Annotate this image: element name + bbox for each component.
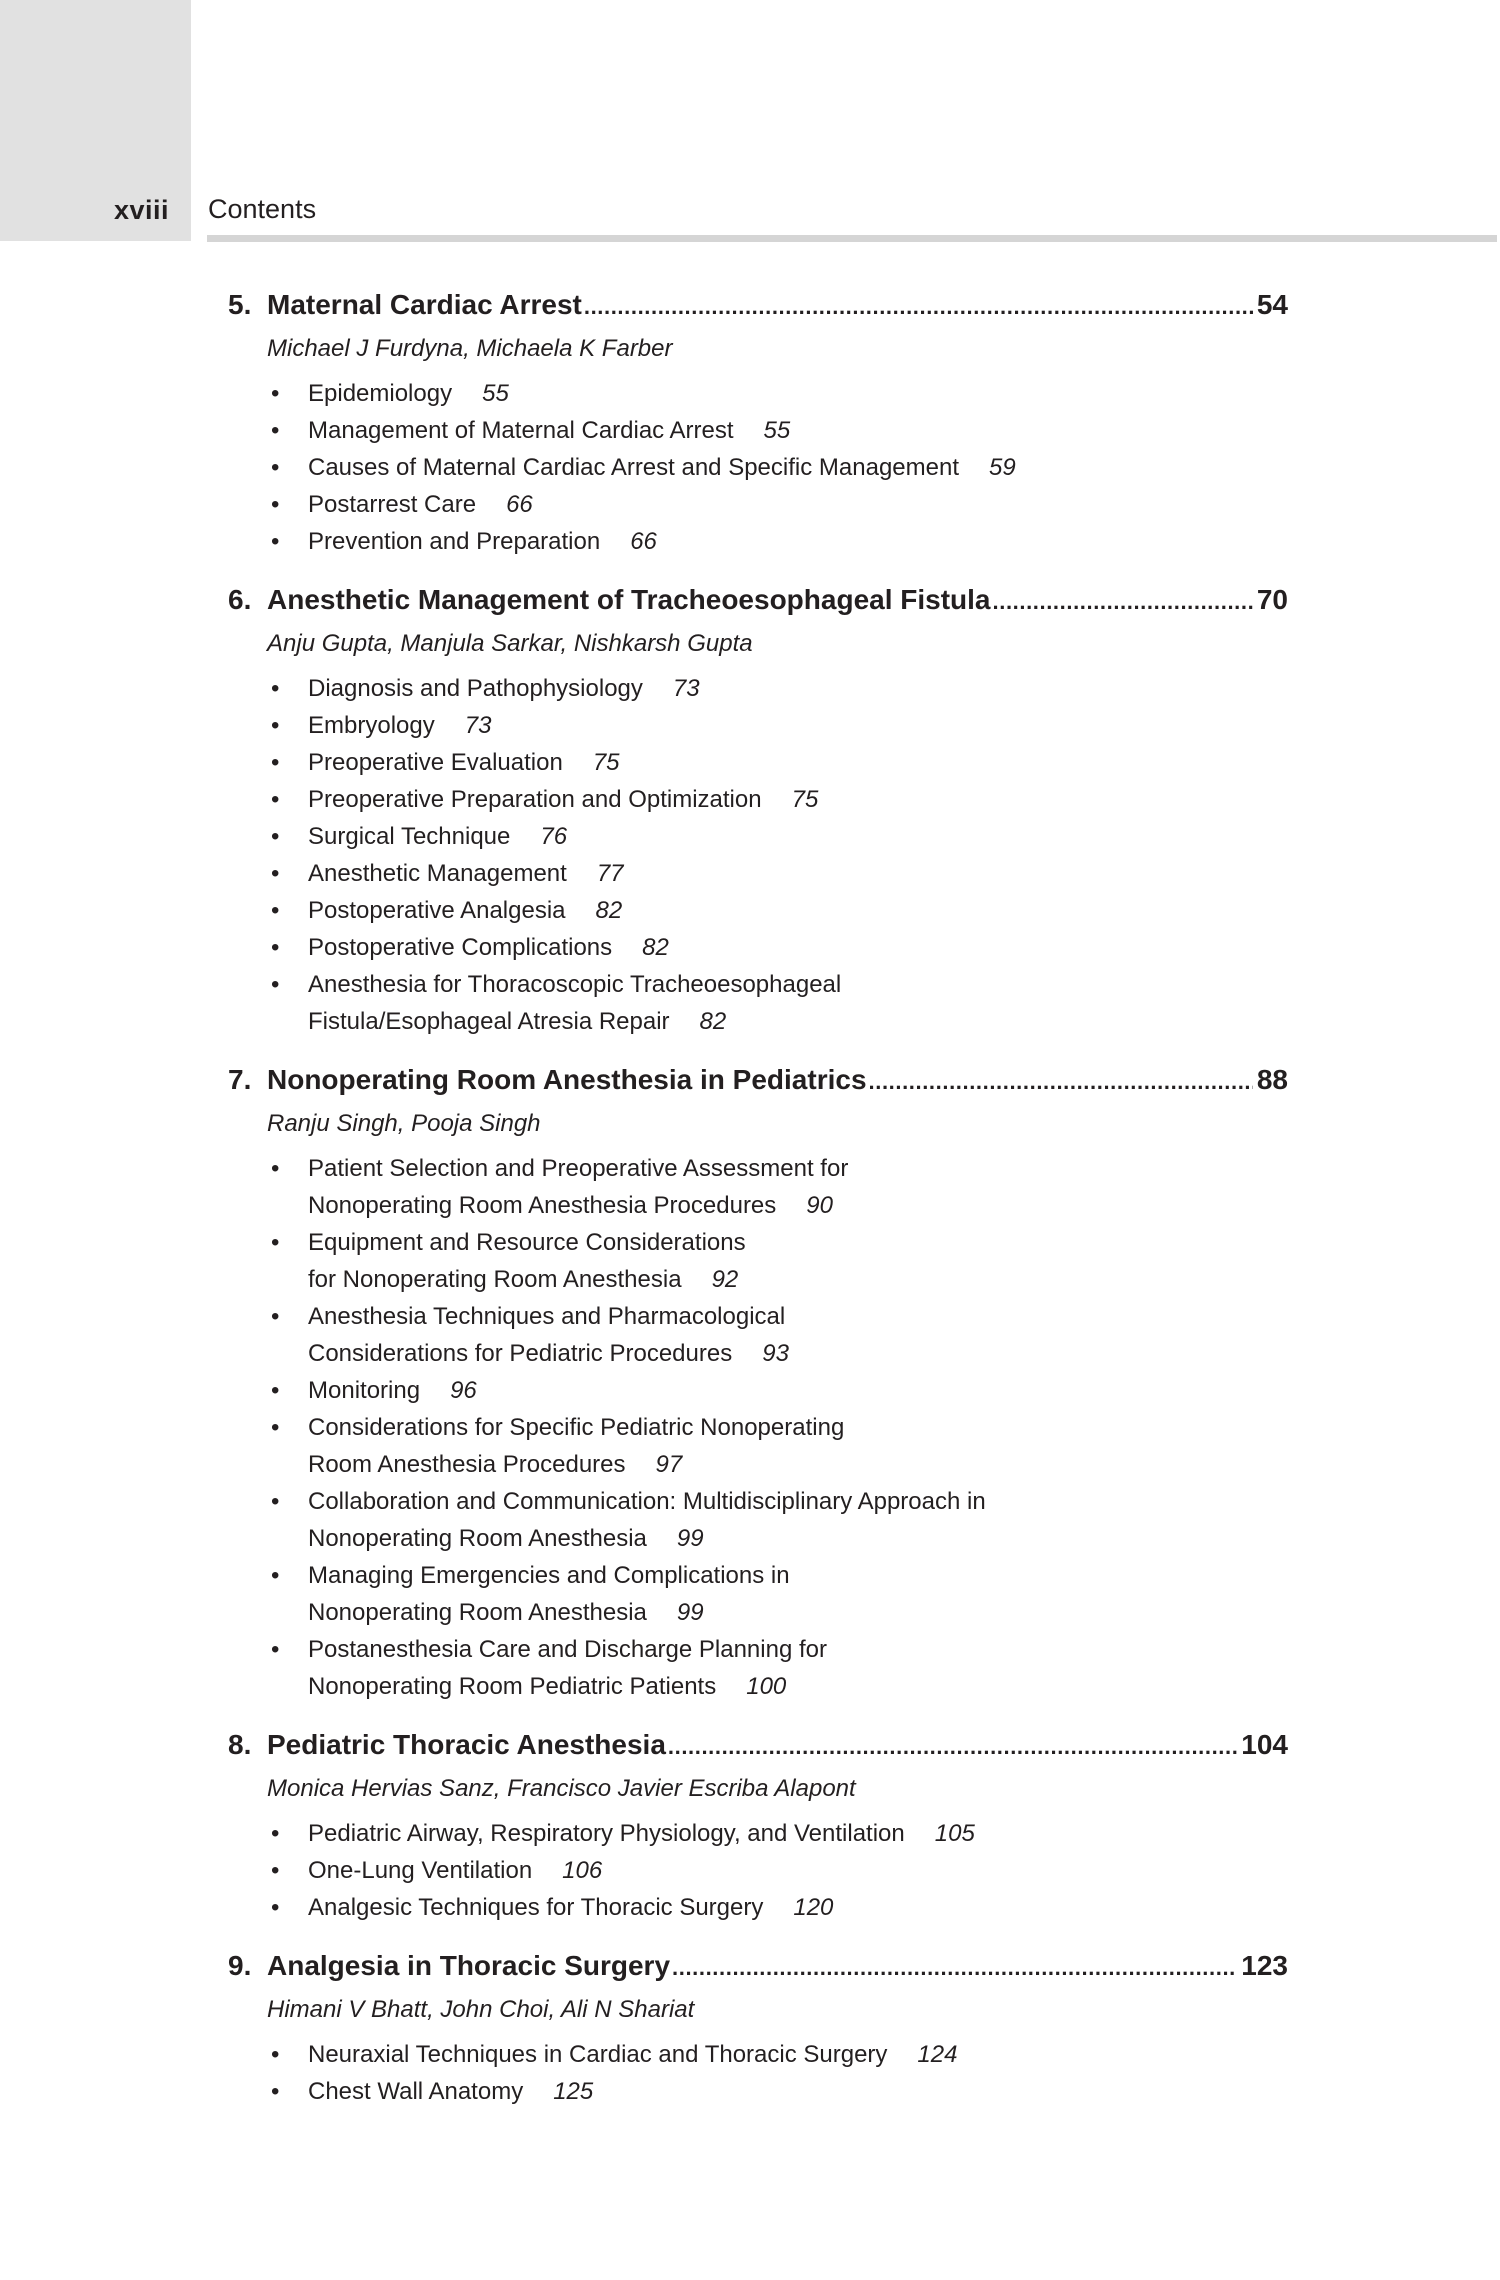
topic-title-line <box>308 2036 1288 2073</box>
bullet-icon: • <box>271 1229 280 1256</box>
topic-page-number: 73 <box>464 712 492 739</box>
topic-title-line <box>308 1409 1288 1446</box>
bullet-icon: • <box>271 786 280 813</box>
topic-title: for Nonoperating Room Anesthesia <box>308 1266 682 1293</box>
topic-title-line <box>308 1224 1288 1261</box>
topic-page-number: 82 <box>642 934 669 961</box>
chapter-page-number: 123 <box>1241 1950 1288 1981</box>
bullet-icon: • <box>271 1562 280 1589</box>
topic-page-number: 106 <box>562 1857 603 1884</box>
topic-title-line <box>308 486 1288 523</box>
table-of-contents <box>228 285 1288 2110</box>
topic-title-line <box>308 1372 1288 1409</box>
topic-item[interactable] <box>228 818 1288 855</box>
topic-title: Postanesthesia Care and Discharge Planning for <box>308 1636 827 1663</box>
topic-item[interactable] <box>228 1852 1288 1889</box>
topic-title-line <box>308 1815 1288 1852</box>
topic-title: Anesthesia Techniques and Pharmacological <box>308 1303 786 1330</box>
chapter-number: 8. <box>228 1729 252 1760</box>
topic-page-number: 120 <box>793 1894 834 1921</box>
topic-title-line <box>308 744 1288 781</box>
topic-title-line <box>308 892 1288 929</box>
chapter-title: Maternal Cardiac Arrest <box>267 289 582 320</box>
topic-title-line <box>308 1889 1288 1926</box>
topic-title-line <box>308 1187 1288 1224</box>
bullet-icon: • <box>271 897 280 924</box>
topic-title-line <box>308 781 1288 818</box>
dot-leader <box>993 582 1253 622</box>
topic-title-line <box>308 412 1288 449</box>
topic-title-line <box>308 1594 1288 1631</box>
header-rule <box>207 235 1497 242</box>
chapter-authors: Himani V Bhatt, John Choi, Ali N Shariat <box>267 1996 695 2023</box>
topic-item[interactable] <box>228 2073 1288 2110</box>
topic-item[interactable] <box>228 1815 1288 1852</box>
chapter-page-number: 70 <box>1256 584 1288 615</box>
topic-title: Preoperative Preparation and Optimization <box>308 786 762 813</box>
topic-title: Patient Selection and Preoperative Assessment for <box>308 1155 849 1182</box>
topic-page-number: 66 <box>506 491 533 518</box>
topic-title: One-Lung Ventilation <box>308 1857 533 1884</box>
dot-leader <box>672 1948 1237 1988</box>
bullet-icon: • <box>271 2078 280 2105</box>
chapter-authors: Anju Gupta, Manjula Sarkar, Nishkarsh Gupta <box>267 630 753 657</box>
bullet-icon: • <box>271 712 280 739</box>
topic-item[interactable] <box>228 966 1288 1040</box>
running-head: Contents <box>208 194 317 224</box>
topic-title: Anesthetic Management <box>308 860 567 887</box>
dot-leader <box>869 1062 1253 1102</box>
topic-title-line <box>308 670 1288 707</box>
topic-title-line <box>308 1852 1288 1889</box>
topic-item[interactable] <box>228 781 1288 818</box>
topic-title-line <box>308 1298 1288 1335</box>
topic-title: Fistula/Esophageal Atresia Repair <box>308 1008 670 1035</box>
topic-title-line <box>308 1446 1288 1483</box>
topic-page-number: 82 <box>699 1008 727 1035</box>
topic-list <box>228 1815 1288 1926</box>
topic-title: Considerations for Specific Pediatric Nonoperating <box>308 1414 845 1441</box>
bullet-icon: • <box>271 1636 280 1663</box>
topic-title: Monitoring <box>308 1377 421 1404</box>
bullet-icon: • <box>271 675 280 702</box>
bullet-icon: • <box>271 380 280 407</box>
topic-item[interactable] <box>228 1889 1288 1926</box>
topic-item[interactable] <box>228 1224 1288 1298</box>
topic-item[interactable] <box>228 929 1288 966</box>
chapter-title: Nonoperating Room Anesthesia in Pediatrics <box>267 1064 867 1095</box>
topic-item[interactable] <box>228 375 1288 412</box>
topic-page-number: 73 <box>672 675 700 702</box>
topic-title-line <box>308 2073 1288 2110</box>
topic-title-line <box>308 449 1288 486</box>
topic-page-number: 75 <box>592 749 620 776</box>
dot-leader <box>584 287 1253 327</box>
topic-title: Neuraxial Techniques in Cardiac and Thoracic Surgery <box>308 2041 888 2068</box>
topic-item[interactable] <box>228 744 1288 781</box>
topic-page-number: 82 <box>595 897 623 924</box>
bullet-icon: • <box>271 1857 280 1884</box>
topic-title: Nonoperating Room Anesthesia <box>308 1599 647 1626</box>
bullet-icon: • <box>271 934 280 961</box>
topic-title: Pediatric Airway, Respiratory Physiology, and Ventilation <box>308 1820 905 1847</box>
bullet-icon: • <box>271 971 280 998</box>
page-number: xviii <box>113 195 169 225</box>
chapter-title: Analgesia in Thoracic Surgery <box>267 1950 671 1981</box>
dot-leader <box>668 1727 1237 1767</box>
topic-item[interactable] <box>228 892 1288 929</box>
topic-page-number: 77 <box>596 860 624 887</box>
topic-title: Epidemiology <box>308 380 453 407</box>
bullet-icon: • <box>271 1414 280 1441</box>
bullet-icon: • <box>271 528 280 555</box>
chapter-title: Anesthetic Management of Tracheoesophageal Fistula <box>267 584 991 615</box>
topic-item[interactable] <box>228 707 1288 744</box>
chapter-page-number: 88 <box>1256 1064 1288 1095</box>
bullet-icon: • <box>271 417 280 444</box>
topic-page-number: 55 <box>482 380 509 407</box>
chapter-authors: Michael J Furdyna, Michaela K Farber <box>267 335 673 362</box>
chapter-number: 5. <box>228 289 252 320</box>
bullet-icon: • <box>271 1377 280 1404</box>
topic-item[interactable] <box>228 1409 1288 1483</box>
topic-item[interactable] <box>228 523 1288 560</box>
topic-title-line <box>308 1483 1288 1520</box>
chapter-number: 6. <box>228 584 252 615</box>
topic-list <box>228 375 1288 560</box>
topic-page-number: 55 <box>763 417 791 444</box>
topic-item[interactable] <box>228 670 1288 707</box>
topic-title: Management of Maternal Cardiac Arrest <box>308 417 734 444</box>
topic-title-line <box>308 1261 1288 1298</box>
topic-title: Embryology <box>308 712 435 739</box>
topic-title: Considerations for Pediatric Procedures <box>308 1340 733 1367</box>
topic-title: Postoperative Analgesia <box>308 897 566 924</box>
topic-item[interactable] <box>228 1150 1288 1224</box>
topic-title: Preoperative Evaluation <box>308 749 563 776</box>
bullet-icon: • <box>271 823 280 850</box>
bullet-icon: • <box>271 1820 280 1847</box>
topic-title: Collaboration and Communication: Multidisciplinary Approach in <box>308 1488 986 1515</box>
topic-title-line <box>308 707 1288 744</box>
topic-page-number: 105 <box>934 1820 975 1847</box>
topic-title: Prevention and Preparation <box>308 528 601 555</box>
topic-item[interactable] <box>228 449 1288 486</box>
bullet-icon: • <box>271 2041 280 2068</box>
chapter-page-number: 104 <box>1241 1729 1288 1760</box>
topic-page-number: 59 <box>989 454 1016 481</box>
topic-list <box>228 670 1288 1040</box>
topic-title-line <box>308 1335 1288 1372</box>
topic-page-number: 97 <box>655 1451 683 1478</box>
topic-page-number: 92 <box>711 1266 739 1293</box>
topic-page-number: 99 <box>676 1525 704 1552</box>
bullet-icon: • <box>271 860 280 887</box>
topic-list <box>228 2036 1288 2110</box>
topic-item[interactable] <box>228 486 1288 523</box>
bullet-icon: • <box>271 749 280 776</box>
topic-title: Nonoperating Room Pediatric Patients <box>308 1673 717 1700</box>
topic-item[interactable] <box>228 1483 1288 1557</box>
chapter-heading[interactable] <box>228 1060 1288 1100</box>
topic-page-number: 124 <box>917 2041 958 2068</box>
topic-item[interactable] <box>228 1557 1288 1631</box>
topic-title-line <box>308 855 1288 892</box>
topic-title: Analgesic Techniques for Thoracic Surgery <box>308 1894 764 1921</box>
topic-title-line <box>308 818 1288 855</box>
chapter-authors: Ranju Singh, Pooja Singh <box>267 1110 541 1137</box>
topic-title: Room Anesthesia Procedures <box>308 1451 626 1478</box>
chapter-heading[interactable] <box>228 580 1288 620</box>
topic-title-line <box>308 523 1288 560</box>
topic-list <box>228 1150 1288 1705</box>
topic-title-line <box>308 1631 1288 1668</box>
topic-item[interactable] <box>228 855 1288 892</box>
topic-page-number: 100 <box>746 1673 787 1700</box>
topic-title-line <box>308 1668 1288 1705</box>
topic-title: Managing Emergencies and Complications in <box>308 1562 790 1589</box>
topic-title-line <box>308 1520 1288 1557</box>
topic-title: Surgical Technique <box>308 823 511 850</box>
toc-chapter <box>228 1946 1288 2110</box>
chapter-title: Pediatric Thoracic Anesthesia <box>267 1729 666 1760</box>
bullet-icon: • <box>271 454 280 481</box>
bullet-icon: • <box>271 1155 280 1182</box>
topic-title-line <box>308 1557 1288 1594</box>
topic-title: Nonoperating Room Anesthesia Procedures <box>308 1192 777 1219</box>
bullet-icon: • <box>271 1488 280 1515</box>
bullet-icon: • <box>271 491 280 518</box>
chapter-number: 9. <box>228 1950 252 1981</box>
topic-page-number: 96 <box>450 1377 477 1404</box>
chapter-heading[interactable] <box>228 285 1288 325</box>
topic-title: Postarrest Care <box>308 491 477 518</box>
page-number-tab <box>0 0 191 241</box>
toc-chapter <box>228 285 1288 560</box>
topic-item[interactable] <box>228 1372 1288 1409</box>
topic-title-line <box>308 1150 1288 1187</box>
topic-title: Causes of Maternal Cardiac Arrest and Specific Management <box>308 454 959 481</box>
topic-title-line <box>308 375 1288 412</box>
topic-title-line <box>308 929 1288 966</box>
topic-page-number: 125 <box>553 2078 594 2105</box>
topic-title: Postoperative Complications <box>308 934 613 961</box>
topic-page-number: 76 <box>540 823 568 850</box>
topic-item[interactable] <box>228 1631 1288 1705</box>
topic-title-line <box>308 1003 1288 1040</box>
chapter-authors: Monica Hervias Sanz, Francisco Javier Escriba Alapont <box>267 1775 856 1802</box>
topic-page-number: 93 <box>762 1340 789 1367</box>
bullet-icon: • <box>271 1894 280 1921</box>
toc-chapter <box>228 580 1288 1040</box>
topic-page-number: 90 <box>806 1192 833 1219</box>
topic-title: Equipment and Resource Considerations <box>308 1229 746 1256</box>
topic-page-number: 75 <box>791 786 819 813</box>
toc-chapter <box>228 1725 1288 1926</box>
topic-title-line <box>308 966 1288 1003</box>
chapter-heading[interactable] <box>228 1946 1288 1986</box>
topic-item[interactable] <box>228 2036 1288 2073</box>
topic-page-number: 99 <box>676 1599 704 1626</box>
topic-title: Nonoperating Room Anesthesia <box>308 1525 647 1552</box>
chapter-page-number: 54 <box>1256 289 1288 320</box>
toc-chapter <box>228 1060 1288 1705</box>
chapter-number: 7. <box>228 1064 252 1095</box>
topic-title: Anesthesia for Thoracoscopic Tracheoesophageal <box>308 971 842 998</box>
topic-title: Chest Wall Anatomy <box>308 2078 524 2105</box>
bullet-icon: • <box>271 1303 280 1330</box>
topic-title: Diagnosis and Pathophysiology <box>308 675 643 702</box>
topic-item[interactable] <box>228 1298 1288 1372</box>
topic-item[interactable] <box>228 412 1288 449</box>
chapter-heading[interactable] <box>228 1725 1288 1765</box>
topic-page-number: 66 <box>630 528 657 555</box>
